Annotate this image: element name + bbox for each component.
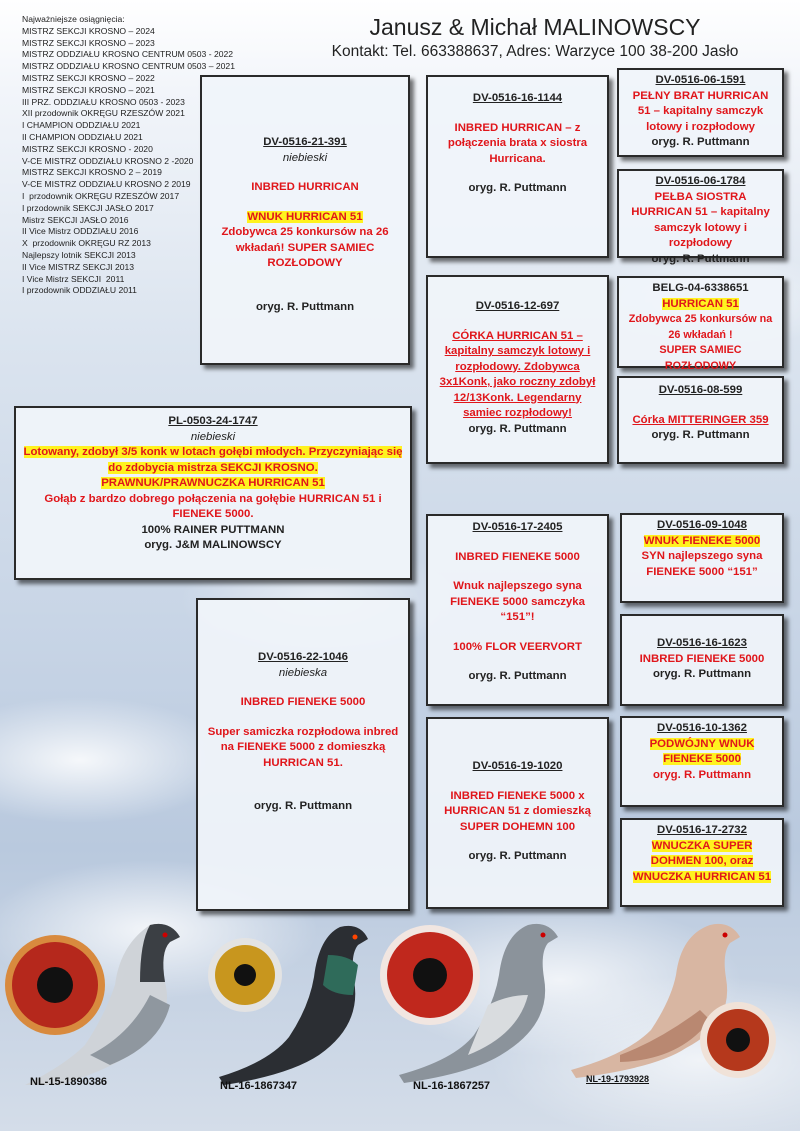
card-text: PEŁNY BRAT HURRICAN 51 – kapitalny samczyk lotowy i rozpłodowy bbox=[632, 89, 769, 133]
ring-number: PL-0503-24-1747 bbox=[168, 415, 258, 427]
ring-number: DV-0516-09-1048 bbox=[657, 519, 747, 531]
bird-ring-label: NL-19-1793928 bbox=[586, 1074, 650, 1084]
achievement-item: MISTRZ SEKCJI KROSNO 2 – 2019 bbox=[22, 167, 162, 178]
color: niebieski bbox=[282, 151, 328, 164]
color: niebieski bbox=[190, 430, 236, 443]
card-origin: oryg. R. Puttmann bbox=[651, 252, 750, 265]
card-mother-mother bbox=[426, 717, 609, 909]
card-text: INBRED HURRICAN bbox=[251, 181, 359, 193]
achievement-item: MISTRZ SEKCJI KROSNO – 2023 bbox=[22, 37, 155, 48]
card-highlight: WNUK FIENEKE 5000 bbox=[643, 534, 761, 547]
card-origin: oryg. R. Puttmann bbox=[651, 136, 750, 148]
card-text: PEŁBA SIOSTRA HURRICAN 51 – kapitalny samczyk lotowy i rozpłodowy bbox=[631, 190, 770, 249]
achievement-item: II Vice Mistrz ODDZIAŁU 2016 bbox=[22, 226, 139, 237]
card-text: 100% RAINER PUTTMANN bbox=[141, 523, 285, 536]
achievement-item: I CHAMPION ODDZIAŁU 2021 bbox=[22, 120, 141, 131]
card-origin: oryg. R. Puttmann bbox=[255, 300, 355, 313]
card-origin: oryg. R. Puttmann bbox=[253, 800, 353, 812]
card-text: SYN najlepszego syna FIENEKE 5000 “151” bbox=[641, 550, 763, 578]
achievement-item: II CHAMPION ODDZIAŁU 2021 bbox=[22, 131, 143, 142]
achievements-heading: Najważniejsze osiągnięcia: bbox=[22, 14, 125, 24]
color: niebieska bbox=[278, 666, 328, 679]
achievement-item: XII przodownik OKRĘGU RZESZÓW 2021 bbox=[22, 108, 185, 119]
bird-ring-label: NL-16-1867347 bbox=[220, 1080, 298, 1092]
achievement-item: MISTRZ SEKCJI KROSNO – 2024 bbox=[22, 25, 155, 36]
card-mother bbox=[196, 598, 410, 911]
card-mmm bbox=[620, 818, 784, 907]
card-origin: oryg. R. Puttmann bbox=[468, 422, 567, 435]
achievement-item: I przodownik OKRĘGU RZESZÓW 2017 bbox=[22, 190, 180, 201]
achievement-item: V-CE MISTRZ ODDZIAŁU KROSNO 2 -2020 bbox=[22, 155, 194, 166]
pigeon-2-photo bbox=[200, 915, 390, 1090]
card-fff bbox=[617, 68, 784, 157]
card-text: Zdobywca 25 konkursów na 26 wkładań ! bbox=[628, 313, 773, 341]
card-highlight: WNUCZKA SUPER DOHMEN 100, oraz WNUCZKA HURRICAN 51 bbox=[632, 839, 772, 883]
card-origin: oryg. R. Puttmann bbox=[652, 768, 752, 781]
card-text: INBRED FIENEKE 5000 bbox=[455, 550, 580, 563]
card-origin: oryg. R. Puttmann bbox=[652, 668, 752, 680]
card-text: INBRED HURRICAN – z połączenia brata x siostra Hurricana. bbox=[447, 121, 588, 165]
achievement-item: I Vice Mistrz SEKCJI 2011 bbox=[22, 273, 125, 284]
bird-ring-label: NL-16-1867257 bbox=[413, 1080, 491, 1092]
ring-number: DV-0516-10-1362 bbox=[657, 722, 747, 734]
achievement-item: Mistrz SEKCJI JASŁO 2016 bbox=[22, 214, 129, 225]
achievement-item: I przodownik ODDZIAŁU 2011 bbox=[22, 285, 137, 296]
achievement-item: MISTRZ SEKCJI KROSNO - 2020 bbox=[22, 143, 153, 154]
pigeon-3-photo bbox=[378, 915, 578, 1090]
card-origin: oryg. R. Puttmann bbox=[468, 182, 567, 194]
achievement-item: III PRZ. ODDZIAŁU KROSNO 0503 - 2023 bbox=[22, 96, 185, 107]
card-text: INBRED FIENEKE 5000 bbox=[639, 652, 765, 665]
breeder-name: Janusz & Michał MALINOWSCY bbox=[369, 14, 701, 40]
card-text: INBRED FIENEKE 5000 x HURRICAN 51 z domieszką SUPER DOHEMN 100 bbox=[444, 789, 591, 833]
achievement-item: V-CE MISTRZ ODDZIAŁU KROSNO 2 2019 bbox=[22, 179, 191, 190]
ring-number: DV-0516-12-697 bbox=[475, 300, 560, 312]
card-text: Super samiczka rozpłodowa inbred na FIENEKE 5000 z domieszką HURRICAN 51. bbox=[207, 725, 399, 769]
bird-ring-label: NL-15-1890386 bbox=[30, 1076, 108, 1088]
achievement-item: I przodownik SEKCJI JASŁO 2017 bbox=[22, 202, 154, 213]
achievement-item: MISTRZ SEKCJI KROSNO – 2021 bbox=[22, 84, 155, 95]
card-text: Gołąb z bardzo dobrego połączenia na gołębie HURRICAN 51 i FIENEKE 5000. bbox=[44, 492, 382, 520]
achievement-item: Najlepszy lotnik SEKCJI 2013 bbox=[22, 249, 136, 260]
ring-number: DV-0516-16-1144 bbox=[472, 92, 563, 104]
card-father-mother bbox=[426, 275, 609, 464]
achievement-item: MISTRZ ODDZIAŁU KROSNO CENTRUM 0503 – 2021 bbox=[22, 61, 235, 72]
ring-number: DV-0516-08-599 bbox=[658, 384, 743, 396]
ring-number: DV-0516-21-391 bbox=[263, 136, 347, 148]
pigeon-1-photo bbox=[0, 915, 200, 1085]
card-father bbox=[200, 75, 410, 365]
achievement-item: X przodownik OKRĘGU RZ 2013 bbox=[22, 238, 151, 249]
card-mother-father bbox=[426, 514, 609, 706]
card-mff bbox=[620, 513, 784, 603]
card-highlight: HURRICAN 51 bbox=[662, 297, 739, 310]
card-text: Córka MITTERINGER 359 bbox=[632, 413, 769, 426]
card-text: INBRED FIENEKE 5000 bbox=[240, 696, 366, 708]
ring-number: DV-0516-19-1020 bbox=[472, 760, 563, 772]
card-origin: oryg. R. Puttmann bbox=[651, 429, 750, 441]
contact-info: Kontakt: Tel. 663388637, Adres: Warzyce 100 38-200 Jasło bbox=[331, 43, 739, 60]
card-highlight: WNUK HURRICAN 51 bbox=[247, 210, 363, 223]
card-fmf bbox=[617, 276, 784, 372]
ring-number: DV-0516-06-1591 bbox=[655, 74, 746, 86]
card-highlight: PRAWNUK/PRAWNUCZKA HURRICAN 51 bbox=[101, 477, 325, 489]
card-mfm bbox=[620, 614, 784, 706]
card-text: Zdobywca 25 konkursów na 26 wkładań! SUPER SAMIEC ROZŁODOWY bbox=[221, 226, 389, 269]
achievement-item: MISTRZ ODDZIAŁU KROSNO CENTRUM 0503 - 2022 bbox=[22, 49, 234, 60]
achievement-item: II Vice MISTRZ SEKCJI 2013 bbox=[22, 261, 135, 272]
ring-number: DV-0516-17-2405 bbox=[472, 521, 563, 533]
ring-number: DV-0516-16-1623 bbox=[657, 637, 747, 649]
ring-number: DV-0516-17-2732 bbox=[657, 824, 747, 836]
card-ffm bbox=[617, 169, 784, 265]
card-text: 100% FLOR VEERVORT bbox=[453, 640, 582, 653]
card-origin: oryg. J&M MALINOWSCY bbox=[144, 539, 282, 551]
card-origin: oryg. R. Puttmann bbox=[468, 850, 567, 862]
card-fmm bbox=[617, 376, 784, 464]
card-text: Wnuk najlepszego syna FIENEKE 5000 samczyka “151”! bbox=[450, 580, 585, 623]
card-text: CÓRKA HURRICAN 51 – kapitalny samczyk lotowy i rozpłodowy. Zdobywca 3x1Konk, jako roczny zdobył 12/13Konk. Legendarny samiec rozpłodowy! bbox=[439, 329, 596, 419]
ring-number: DV-0516-22-1046 bbox=[258, 651, 348, 663]
card-origin: oryg. R. Puttmann bbox=[468, 670, 567, 682]
card-highlight: PODWÓJNY WNUK FIENEKE 5000 bbox=[649, 737, 755, 765]
achievement-item: MISTRZ SEKCJI KROSNO – 2022 bbox=[22, 72, 155, 83]
card-main-pigeon bbox=[14, 406, 412, 580]
pigeon-4-photo bbox=[560, 915, 790, 1090]
ring-number: BELG-04-6338651 bbox=[652, 282, 749, 294]
ring-number: DV-0516-06-1784 bbox=[655, 175, 746, 187]
card-text: Lotowany, zdobył 3/5 konk w lotach gołębi młodych. Przyczyniając się do zdobycia mistrza SEKCJI KROSNO. bbox=[23, 446, 403, 474]
card-text: SUPER SAMIEC ROZŁODOWY bbox=[659, 344, 742, 372]
card-father-father bbox=[426, 75, 609, 258]
card-mmf bbox=[620, 716, 784, 807]
